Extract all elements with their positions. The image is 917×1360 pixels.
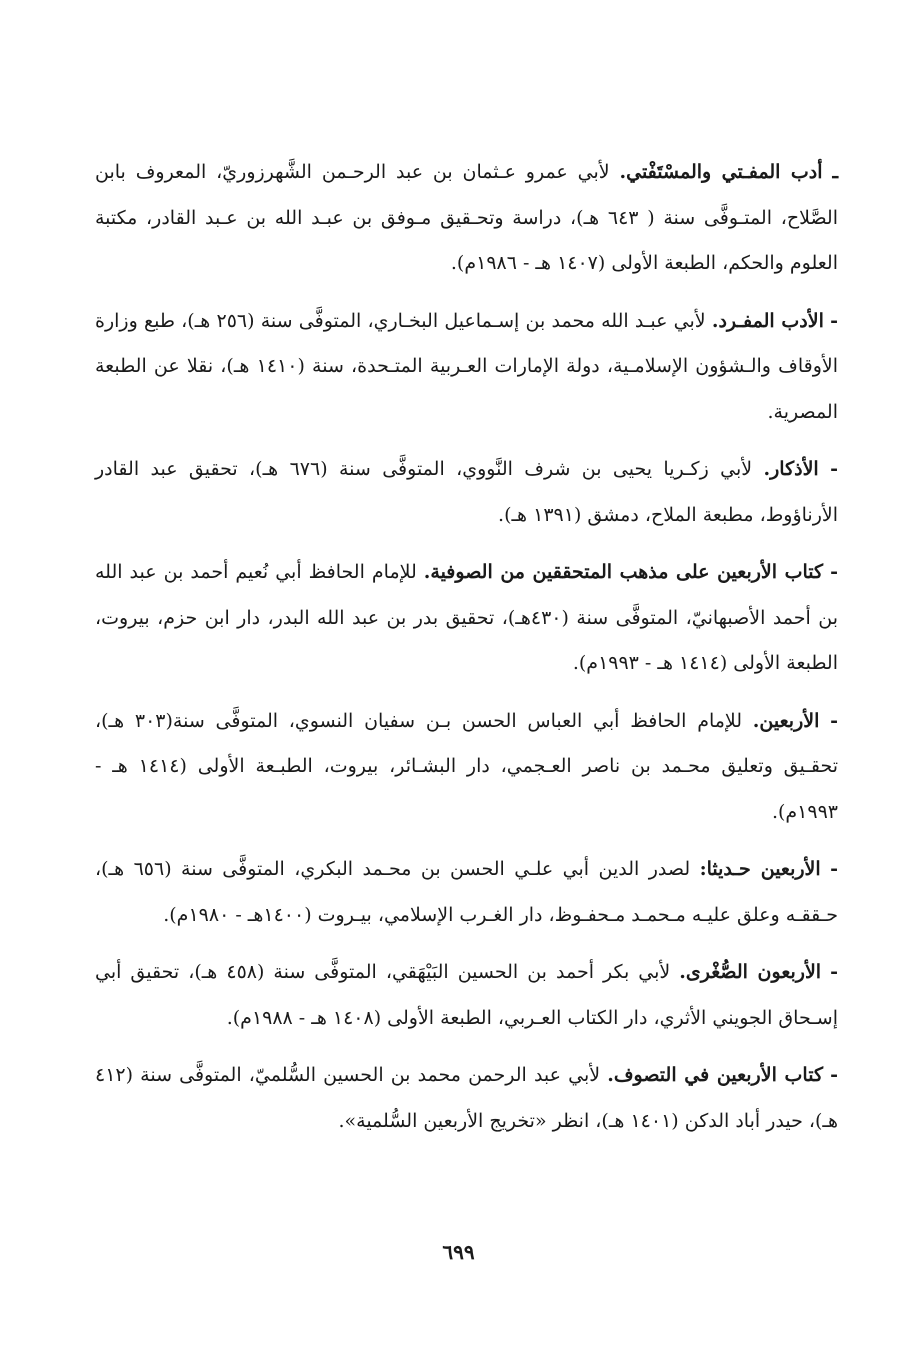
entry-dash: - [830, 1064, 839, 1086]
entry-title: الأدب المفـرد. [711, 309, 824, 332]
bibliography-entry [95, 950, 838, 1041]
bibliography-entry [95, 550, 838, 687]
entry-dash: - [830, 561, 838, 583]
entry-title: الأربعون الصُّغْرى. [679, 961, 822, 983]
bibliography-list [95, 150, 838, 1144]
bibliography-entry [95, 150, 838, 287]
entry-title: كتاب الأربعين على مذهب المتحققين من الصوفية. [423, 561, 824, 583]
bibliography-entry [95, 1053, 838, 1144]
entry-dash: - [830, 458, 838, 480]
entry-text: لأبي بكر أحمد بن الحسين البَيْهَقي، المتوفَّى سنة (٤٥٨ هـ)، تحقيق أبي إسـحاق الجويني الأثري، دار الكتاب العـربي، الطبعة الأولى (١٤٠٨ هـ - ١٩٨٨م). [95, 961, 838, 1029]
entry-title: الأذكار. [763, 458, 819, 480]
entry-text: للإمام الحافظ أبي العباس الحسن بـن سفيان النسوي، المتوفَّى سنة(٣٠٣ هـ)، تحقـيق وتعليق محـمد بن ناصر العـجمي، دار البشـائر، بيروت، الطبـعة الأولى (١٤١٤ هـ - ١٩٩٣م). [95, 709, 838, 823]
entry-dash: - [830, 309, 838, 332]
page-number: ٦٩٩ [442, 1240, 475, 1264]
bibliography-entry [95, 447, 838, 538]
bibliography-entry [95, 699, 838, 836]
entry-text: لأبي عبـد الله محمد بن إسـماعيل البخـاري، المتوفَّى سنة (٢٥٦ هـ)، طبع وزارة الأوقاف والـشؤون الإسلامـية، دولة الإمارات العـربية المتـحدة، سنة (١٤١٠ هـ)، نقلا عن الطبعة المصرية. [95, 309, 838, 423]
entry-title: كتاب الأربعين في التصوف. [607, 1064, 823, 1086]
entry-text: لصدر الدين أبي علـي الحسن بن محـمد البكري، المتوفَّى سنة (٦٥٦ هـ)، حـققـه وعلق عليـه مـحمـد مـحفـوظ، دار الغـرب الإسلامي، بيـروت (١٤٠٠هـ - ١٩٨٠م). [95, 858, 838, 926]
entry-dash: - [830, 709, 838, 732]
bibliography-entry [95, 299, 838, 436]
entry-text: للإمام الحافظ أبي نُعيم أحمد بن عبد الله بن أحمد الأصبهانيّ، المتوفَّى سنة (٤٣٠هـ)، تحقيق بدر بن عبد الله البدر، دار ابن حزم، بيروت، الطبعة الأولى (١٤١٤ هـ - ١٩٩٣م). [95, 561, 838, 674]
bibliography-entry [95, 847, 838, 938]
entry-dash: - [830, 858, 838, 880]
entry-title: أدب المفـتي والمسْتَفْتي. [619, 161, 823, 183]
entry-text: لأبي عمرو عـثمان بن عبد الرحـمن الشَّهرزوريّ، المعروف بابن الصَّلاح، المتـوفَّى سنة ( ٦٤٣ هـ)، دراسة وتحـقيق مـوفق بن عبـد الله بن عـبد القادر، مكتبة العلوم والحكم، الطبعة الأولى (١٤٠٧ هـ - ١٩٨٦م). [95, 161, 838, 274]
entry-text: لأبي عبد الرحمن محمد بن الحسين السُّلميّ، المتوفَّى سنة (٤١٢ هـ)، حيدر أباد الدكن (١٤٠١ هـ)، انظر «تخريج الأربعين السُّلمية». [95, 1064, 838, 1132]
entry-dash: ـ [832, 161, 839, 183]
entry-dash: - [830, 961, 838, 983]
entry-title: الأربعين حـديثا: [699, 858, 821, 880]
entry-text: لأبي زكـريا يحيى بن شرف النَّووي، المتوفَّى سنة (٦٧٦ هـ)، تحقيق عبد القادر الأرناؤوط، مطبعة الملاح، دمشق (١٣٩١ هـ). [95, 458, 838, 526]
entry-title: الأربعين. [752, 709, 820, 732]
